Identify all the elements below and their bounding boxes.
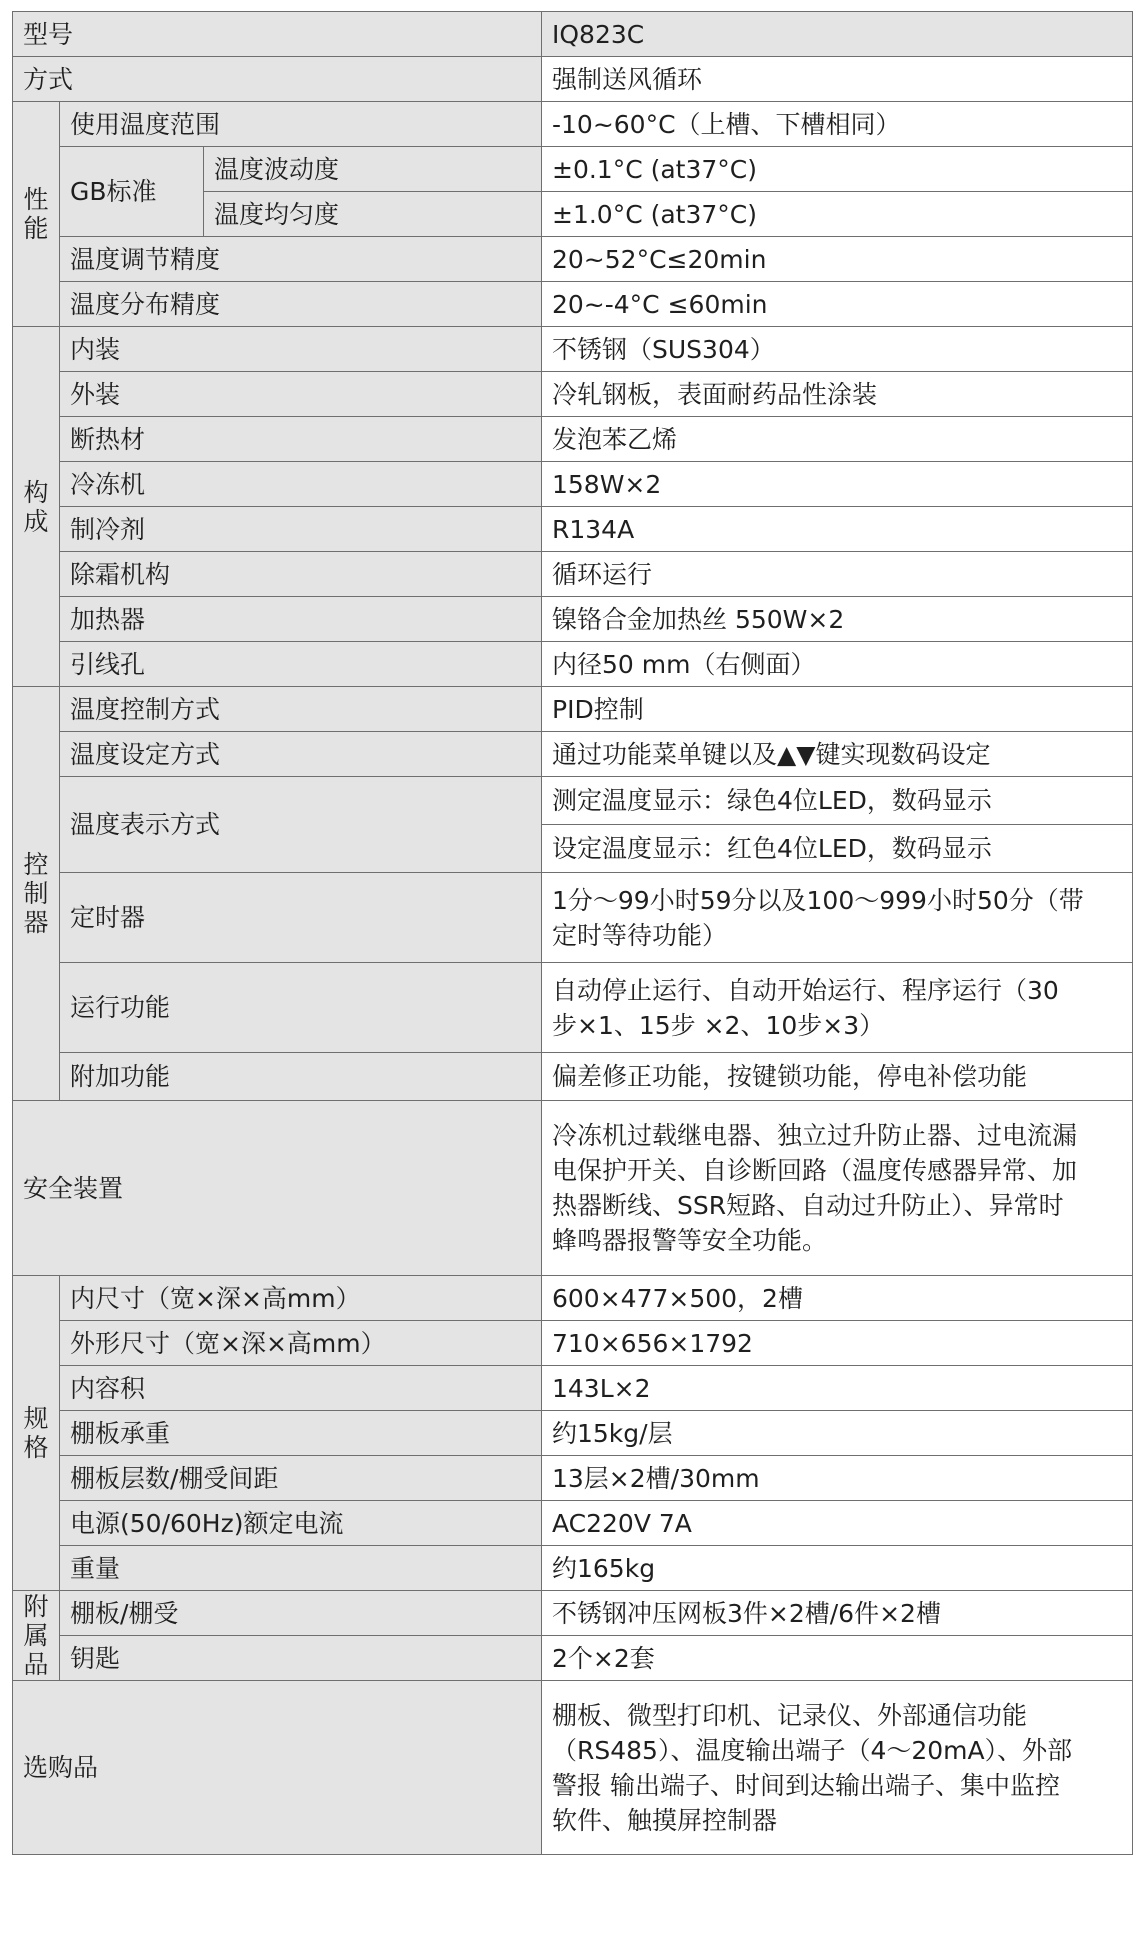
construction-value: 发泡苯乙烯 [542,417,1133,462]
table-row [13,597,1133,642]
fluctuation-value: ±0.1°C (at37°C) [542,147,1133,192]
table-row [13,1546,1133,1591]
spec-table [12,11,1133,1855]
display-method-label: 温度表示方式 [60,777,542,873]
temp-range-label: 使用温度范围 [60,102,542,147]
safety-value: 冷冻机过载继电器、独立过升防止器、过电流漏 电保护开关、自诊断回路（温度传感器异常、加 热器断线、SSR短路、自动过升防止）、异常时 蜂鸣器报警等安全功能。 [542,1101,1133,1276]
table-row [13,1591,1133,1636]
display-setpoint-value: 设定温度显示：红色4位LED，数码显示 [542,825,1133,873]
spec-value: 143L×2 [542,1366,1133,1411]
row-display-measured [13,777,1133,825]
row-set-method [13,732,1133,777]
set-method-label: 温度设定方式 [60,732,542,777]
spec-value: 13层×2槽/30mm [542,1456,1133,1501]
construction-value: 冷轧钢板，表面耐药品性涂装 [542,372,1133,417]
method-value: 强制送风循环 [542,57,1133,102]
model-label: 型号 [13,12,542,57]
spec-table-container [12,11,1132,1855]
construction-label: 内装 [60,327,542,372]
construction-value: 镍铬合金加热丝 550W×2 [542,597,1133,642]
table-row [13,417,1133,462]
construction-value: 循环运行 [542,552,1133,597]
spec-label: 内尺寸（宽×深×高mm） [60,1276,542,1321]
row-adjust-precision [13,237,1133,282]
set-method-value: 通过功能菜单键以及▲▼键实现数码设定 [542,732,1133,777]
spec-value: 710×656×1792 [542,1321,1133,1366]
group-construction: 构 成 [13,327,60,687]
spec-value: 600×477×500，2槽 [542,1276,1133,1321]
spec-label: 棚板承重 [60,1411,542,1456]
construction-value: 158W×2 [542,462,1133,507]
spec-value: AC220V 7A [542,1501,1133,1546]
model-value: IQ823C [542,12,1133,57]
uniformity-value: ±1.0°C (at37°C) [542,192,1133,237]
control-method-label: 温度控制方式 [60,687,542,732]
accessory-label: 钥匙 [60,1636,542,1681]
row-run-function [13,963,1133,1053]
spec-value: 约165kg [542,1546,1133,1591]
method-label: 方式 [13,57,542,102]
fluctuation-label: 温度波动度 [204,147,542,192]
group-specs: 规 格 [13,1276,60,1591]
spec-label: 棚板层数/棚受间距 [60,1456,542,1501]
distribution-precision-value: 20~-4°C ≤60min [542,282,1133,327]
timer-label: 定时器 [60,873,542,963]
table-row [13,327,1133,372]
group-controller: 控 制 器 [13,687,60,1101]
spec-value: 约15kg/层 [542,1411,1133,1456]
spec-label: 内容积 [60,1366,542,1411]
adjust-precision-label: 温度调节精度 [60,237,542,282]
temp-range-value: -10~60°C（上槽、下槽相同） [542,102,1133,147]
row-safety [13,1101,1133,1276]
construction-value: R134A [542,507,1133,552]
table-row [13,1501,1133,1546]
table-row [13,1456,1133,1501]
table-row [13,372,1133,417]
accessory-label: 棚板/棚受 [60,1591,542,1636]
group-accessories: 附 属 品 [13,1591,60,1681]
display-measured-value: 测定温度显示：绿色4位LED，数码显示 [542,777,1133,825]
table-row [13,1411,1133,1456]
table-row [13,462,1133,507]
construction-label: 引线孔 [60,642,542,687]
row-model [13,12,1133,57]
row-control-method [13,687,1133,732]
gb-standard-label: GB标准 [60,147,204,237]
table-row [13,1276,1133,1321]
run-function-label: 运行功能 [60,963,542,1053]
row-method [13,57,1133,102]
row-timer [13,873,1133,963]
extra-function-value: 偏差修正功能，按键锁功能，停电补偿功能 [542,1053,1133,1101]
run-function-value: 自动停止运行、自动开始运行、程序运行（30 步×1、15步 ×2、10步×3） [542,963,1133,1053]
table-row [13,507,1133,552]
table-row [13,552,1133,597]
group-performance: 性 能 [13,102,60,327]
spec-label: 外形尺寸（宽×深×高mm） [60,1321,542,1366]
row-options [13,1681,1133,1855]
accessory-value: 不锈钢冲压网板3件×2槽/6件×2槽 [542,1591,1133,1636]
construction-label: 除霜机构 [60,552,542,597]
construction-label: 外装 [60,372,542,417]
distribution-precision-label: 温度分布精度 [60,282,542,327]
control-method-value: PID控制 [542,687,1133,732]
spec-label: 电源(50/60Hz)额定电流 [60,1501,542,1546]
row-distribution-precision [13,282,1133,327]
construction-label: 制冷剂 [60,507,542,552]
uniformity-label: 温度均匀度 [204,192,542,237]
construction-value: 内径50 mm（右侧面） [542,642,1133,687]
construction-value: 不锈钢（SUS304） [542,327,1133,372]
spec-label: 重量 [60,1546,542,1591]
table-row [13,1366,1133,1411]
row-extra-function [13,1053,1133,1101]
extra-function-label: 附加功能 [60,1053,542,1101]
row-fluctuation [13,147,1133,192]
construction-label: 加热器 [60,597,542,642]
row-temp-range [13,102,1133,147]
options-label: 选购品 [13,1681,542,1855]
adjust-precision-value: 20~52°C≤20min [542,237,1133,282]
construction-label: 冷冻机 [60,462,542,507]
table-row [13,642,1133,687]
construction-label: 断热材 [60,417,542,462]
timer-value: 1分～99小时59分以及100～999小时50分（带 定时等待功能） [542,873,1133,963]
safety-label: 安全装置 [13,1101,542,1276]
table-row [13,1636,1133,1681]
table-row [13,1321,1133,1366]
options-value: 棚板、微型打印机、记录仪、外部通信功能 （RS485）、温度输出端子（4～20mA）、外部 警报 输出端子、时间到达输出端子、集中监控 软件、触摸屏控制器 [542,1681,1133,1855]
accessory-value: 2个×2套 [542,1636,1133,1681]
